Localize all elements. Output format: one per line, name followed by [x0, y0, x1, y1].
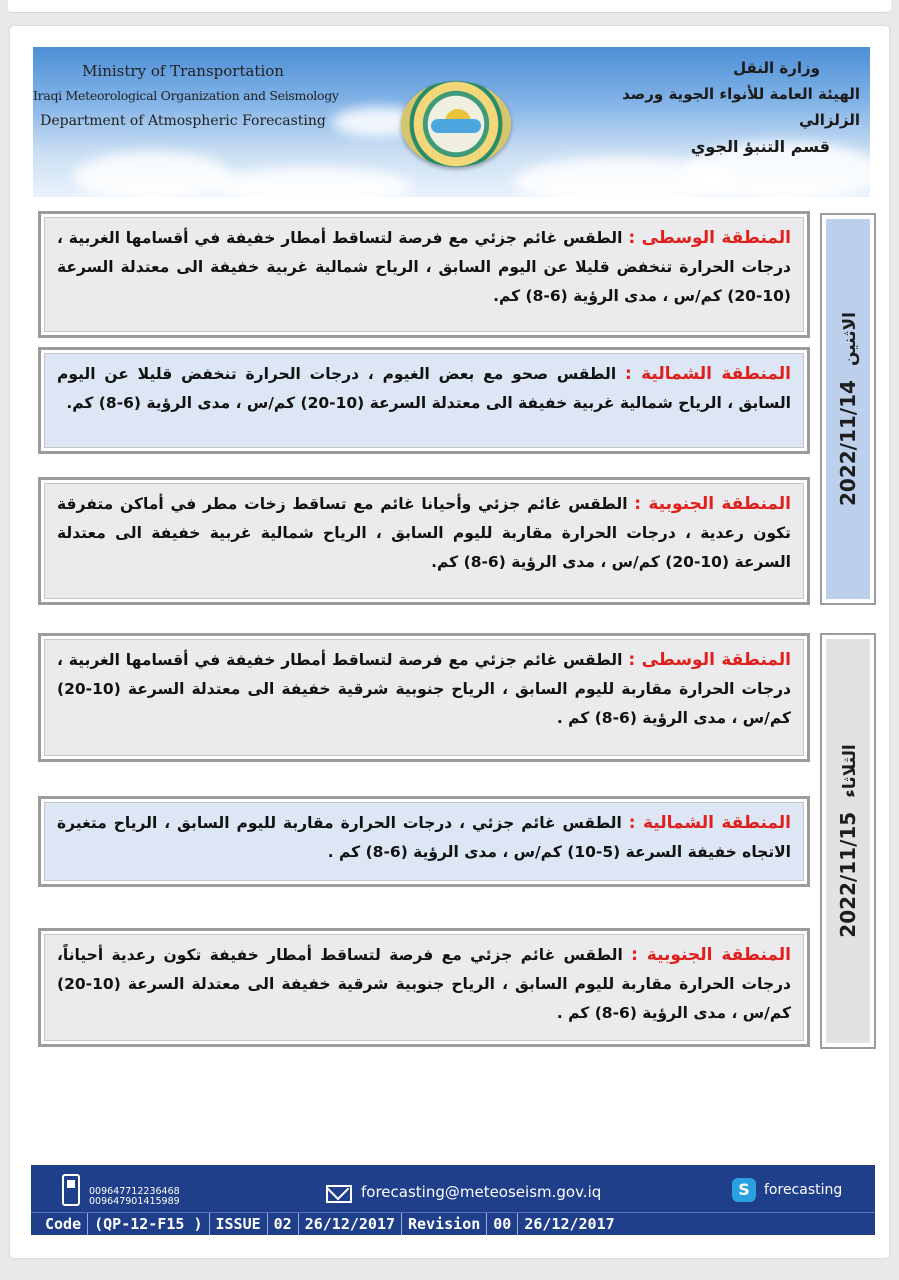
issue-label: ISSUE — [210, 1213, 268, 1235]
skype-handle[interactable]: forecasting — [764, 1182, 843, 1198]
revision-label: Revision — [402, 1213, 487, 1235]
region-name: المنطقة الشمالية : — [624, 364, 791, 384]
email-link[interactable]: forecasting@meteoseism.gov.iq — [361, 1183, 602, 1201]
phone-number[interactable]: 009647901415989 — [89, 1196, 180, 1207]
phone-icon — [62, 1174, 80, 1206]
ministry-name-en: Ministry of Transportation — [82, 62, 284, 80]
ministry-name-ar: وزارة النقل — [733, 59, 820, 77]
ministry-arabic — [560, 55, 860, 161]
phone-number[interactable]: 009647712236468 — [89, 1186, 180, 1197]
region-forecast: الطقس غائم جزئي مع فرصة لتساقط أمطار خفيفة تكون رعدية أحياناً، درجات الحرارة مقاربة لليوم السابق ، الرياح جنوبية شرقية خفيفة الى معتدلة السرعة (10-20) كم/س ، مدى الرؤية (6-8) كم . — [57, 946, 791, 1022]
day-name: الثلاثاء — [840, 744, 860, 798]
department-name-en: Department of Atmospheric Forecasting — [40, 113, 326, 129]
ministry-english — [33, 59, 339, 133]
region-name: المنطقة الوسطى : — [628, 228, 792, 248]
revision-value: 00 — [487, 1213, 518, 1235]
department-name-ar: قسم التنبؤ الجوي — [690, 137, 830, 156]
code-label: Code — [31, 1213, 88, 1235]
region-forecast: الطقس غائم جزئي وأحيانا غائم مع تساقط زخات مطر في أماكن متفرقة تكون رعدية ، درجات الحرارة مقاربة لليوم السابق ، الرياح شمالية غربية خفيفة الى معتدلة السرعة (10-20) كم/س ، مدى الرؤية (6-8) كم. — [57, 495, 791, 571]
region-name: المنطقة الوسطى : — [628, 650, 792, 670]
email-icon — [326, 1185, 352, 1203]
revision-date: 26/12/2017 — [524, 1215, 615, 1233]
issue-date: 26/12/2017 — [299, 1213, 402, 1235]
previous-page-edge — [0, 0, 899, 14]
code-value: (QP-12-F15 ) — [88, 1213, 209, 1235]
skype-icon: S — [732, 1178, 756, 1202]
region-north-day2 — [38, 796, 810, 887]
region-central-day2 — [38, 633, 810, 762]
day-date: 2022/11/14 — [836, 380, 860, 506]
region-north-day1 — [38, 347, 810, 454]
day-date: 2022/11/15 — [836, 811, 860, 938]
region-name: المنطقة الشمالية : — [628, 813, 792, 833]
day-name: الاثنين — [840, 312, 860, 367]
region-south-day2 — [38, 928, 810, 1047]
document-code-bar — [31, 1212, 875, 1235]
organization-name-en: Iraqi Meteorological Organization and Seismology — [33, 88, 339, 103]
header-banner — [33, 47, 870, 197]
region-central-day1 — [38, 211, 810, 338]
region-forecast: الطقس صحو مع بعض الغيوم ، درجات الحرارة تنخفض قليلا عن اليوم السابق ، الرياح شمالية غربية خفيفة الى معتدلة السرعة (10-20) كم/س ، مدى الرؤية (6-8) كم. — [57, 365, 791, 412]
day-band-2 — [820, 633, 876, 1049]
region-forecast: الطقس غائم جزئي مع فرصة لتساقط أمطار خفيفة في أقسامها الغربية ، درجات الحرارة تنخفض قليلا عن اليوم السابق ، الرياح شمالية غربية خفيفة الى معتدلة السرعة (10-20) كم/س ، مدى الرؤية (6-8) كم. — [57, 229, 791, 305]
region-name: المنطقة الجنوبية : — [634, 494, 791, 514]
contact-footer — [31, 1165, 875, 1235]
region-name: المنطقة الجنوبية : — [631, 945, 792, 965]
organization-name-ar: الهيئة العامة للأنواء الجوية ورصد الزلزالي — [622, 85, 860, 129]
issue-value: 02 — [268, 1213, 299, 1235]
region-south-day1 — [38, 477, 810, 605]
phone-numbers — [89, 1187, 180, 1207]
region-forecast: الطقس غائم جزئي مع فرصة لتساقط أمطار خفيفة في أقسامها الغربية ، درجات الحرارة مقاربة لليوم السابق ، الرياح جنوبية شرقية خفيفة الى معتدلة السرعة (10-20) كم/س ، مدى الرؤية (6-8) كم . — [57, 651, 791, 727]
day-band-1 — [820, 213, 876, 605]
region-forecast: الطقس غائم جزئي ، درجات الحرارة مقاربة لليوم السابق ، الرياح متغيرة الاتجاه خفيفة السرعة (5-10) كم/س ، مدى الرؤية (6-8) كم . — [57, 814, 791, 861]
organization-logo — [401, 81, 511, 167]
